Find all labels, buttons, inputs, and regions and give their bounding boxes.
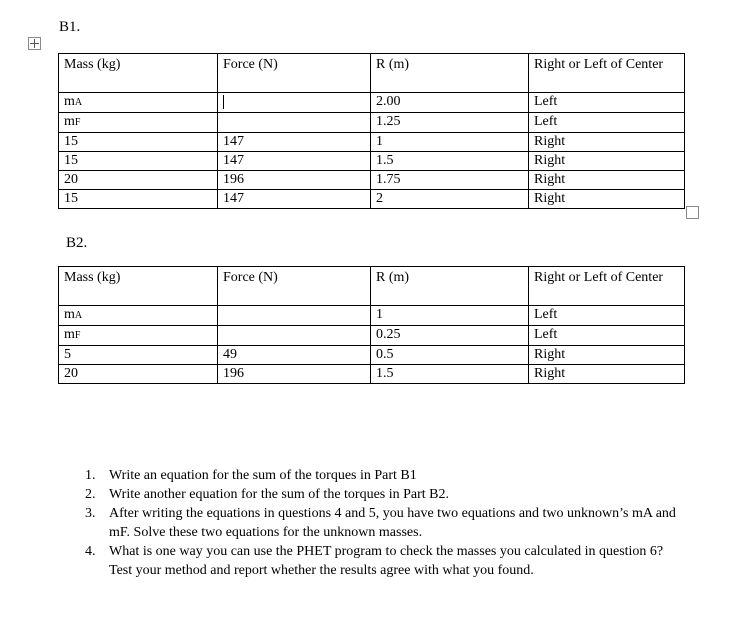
cell-radius: 1.5 xyxy=(371,365,529,384)
cell-mass[interactable] xyxy=(59,113,218,133)
cell-mass: 15 xyxy=(59,152,218,171)
question-number: 2. xyxy=(85,487,96,502)
header-mass: Mass (kg) xyxy=(59,267,218,306)
table-row xyxy=(59,171,685,190)
table-row xyxy=(59,152,685,171)
cell-force[interactable] xyxy=(218,306,371,326)
cell-force: 49 xyxy=(218,346,371,365)
cell-side: Left xyxy=(529,326,685,346)
cell-mass[interactable] xyxy=(59,326,218,346)
question-text: After writing the equations in questions 4 and 5, you have two equations and two unknown’s mA and mF. Solve these two equations for the unknown masses. xyxy=(109,506,676,540)
cell-radius: 1.75 xyxy=(371,171,529,190)
table-row xyxy=(59,93,685,113)
cell-mass: 20 xyxy=(59,171,218,190)
table-header-row xyxy=(59,54,685,93)
cell-radius: 1.5 xyxy=(371,152,529,171)
header-force: Force (N) xyxy=(218,267,371,306)
cell-force[interactable] xyxy=(218,113,371,133)
header-radius: R (m) xyxy=(371,267,529,306)
cell-force[interactable] xyxy=(218,326,371,346)
table-b2 xyxy=(58,266,685,384)
cell-side: Right xyxy=(529,152,685,171)
table-b1 xyxy=(58,53,685,209)
cell-force[interactable] xyxy=(218,93,371,113)
cell-side: Right xyxy=(529,171,685,190)
mass-symbol: mF xyxy=(64,114,81,129)
table-row xyxy=(59,365,685,384)
table-row xyxy=(59,133,685,152)
question-number: 1. xyxy=(85,468,96,483)
table-row xyxy=(59,346,685,365)
cell-radius: 1.25 xyxy=(371,113,529,133)
cell-mass[interactable] xyxy=(59,306,218,326)
table-resize-icon[interactable] xyxy=(686,206,699,219)
cell-side: Right xyxy=(529,190,685,209)
question-item xyxy=(85,485,685,504)
mass-symbol: mF xyxy=(64,327,81,342)
table-header-row xyxy=(59,267,685,306)
question-item xyxy=(85,542,685,580)
table-row xyxy=(59,306,685,326)
heading-b2: B2. xyxy=(66,235,88,251)
cell-force: 147 xyxy=(218,133,371,152)
table-row xyxy=(59,326,685,346)
cell-side: Right xyxy=(529,365,685,384)
cell-radius: 2.00 xyxy=(371,93,529,113)
question-number: 3. xyxy=(85,506,96,521)
question-item xyxy=(85,504,685,542)
cell-force: 196 xyxy=(218,365,371,384)
table-row xyxy=(59,190,685,209)
cell-mass: 15 xyxy=(59,133,218,152)
cell-side: Left xyxy=(529,306,685,326)
question-text: Write another equation for the sum of the torques in Part B2. xyxy=(109,487,450,502)
mass-symbol: mA xyxy=(64,307,83,322)
mass-symbol: mA xyxy=(64,94,83,109)
cell-mass: 20 xyxy=(59,365,218,384)
cell-radius: 1 xyxy=(371,306,529,326)
header-mass: Mass (kg) xyxy=(59,54,218,93)
text-cursor xyxy=(223,95,224,109)
cell-radius: 0.25 xyxy=(371,326,529,346)
cell-radius: 1 xyxy=(371,133,529,152)
header-radius: R (m) xyxy=(371,54,529,93)
cell-side: Right xyxy=(529,133,685,152)
cell-force: 147 xyxy=(218,190,371,209)
table-move-icon[interactable] xyxy=(28,37,41,50)
header-side: Right or Left of Center xyxy=(529,267,685,306)
cell-radius: 2 xyxy=(371,190,529,209)
header-side: Right or Left of Center xyxy=(529,54,685,93)
cell-mass[interactable] xyxy=(59,93,218,113)
question-number: 4. xyxy=(85,544,96,559)
cell-mass: 15 xyxy=(59,190,218,209)
question-item xyxy=(85,466,685,485)
question-text: What is one way you can use the PHET program to check the masses you calculated in question 6? Test your method and report whether the results agree with what you found. xyxy=(109,544,664,578)
table-row xyxy=(59,113,685,133)
heading-b1: B1. xyxy=(59,19,81,35)
question-text: Write an equation for the sum of the torques in Part B1 xyxy=(109,468,417,483)
cell-side: Right xyxy=(529,346,685,365)
cell-side: Left xyxy=(529,113,685,133)
cell-force: 196 xyxy=(218,171,371,190)
question-list xyxy=(85,466,685,580)
cell-side: Left xyxy=(529,93,685,113)
cell-mass: 5 xyxy=(59,346,218,365)
cell-force: 147 xyxy=(218,152,371,171)
header-force: Force (N) xyxy=(218,54,371,93)
cell-radius: 0.5 xyxy=(371,346,529,365)
